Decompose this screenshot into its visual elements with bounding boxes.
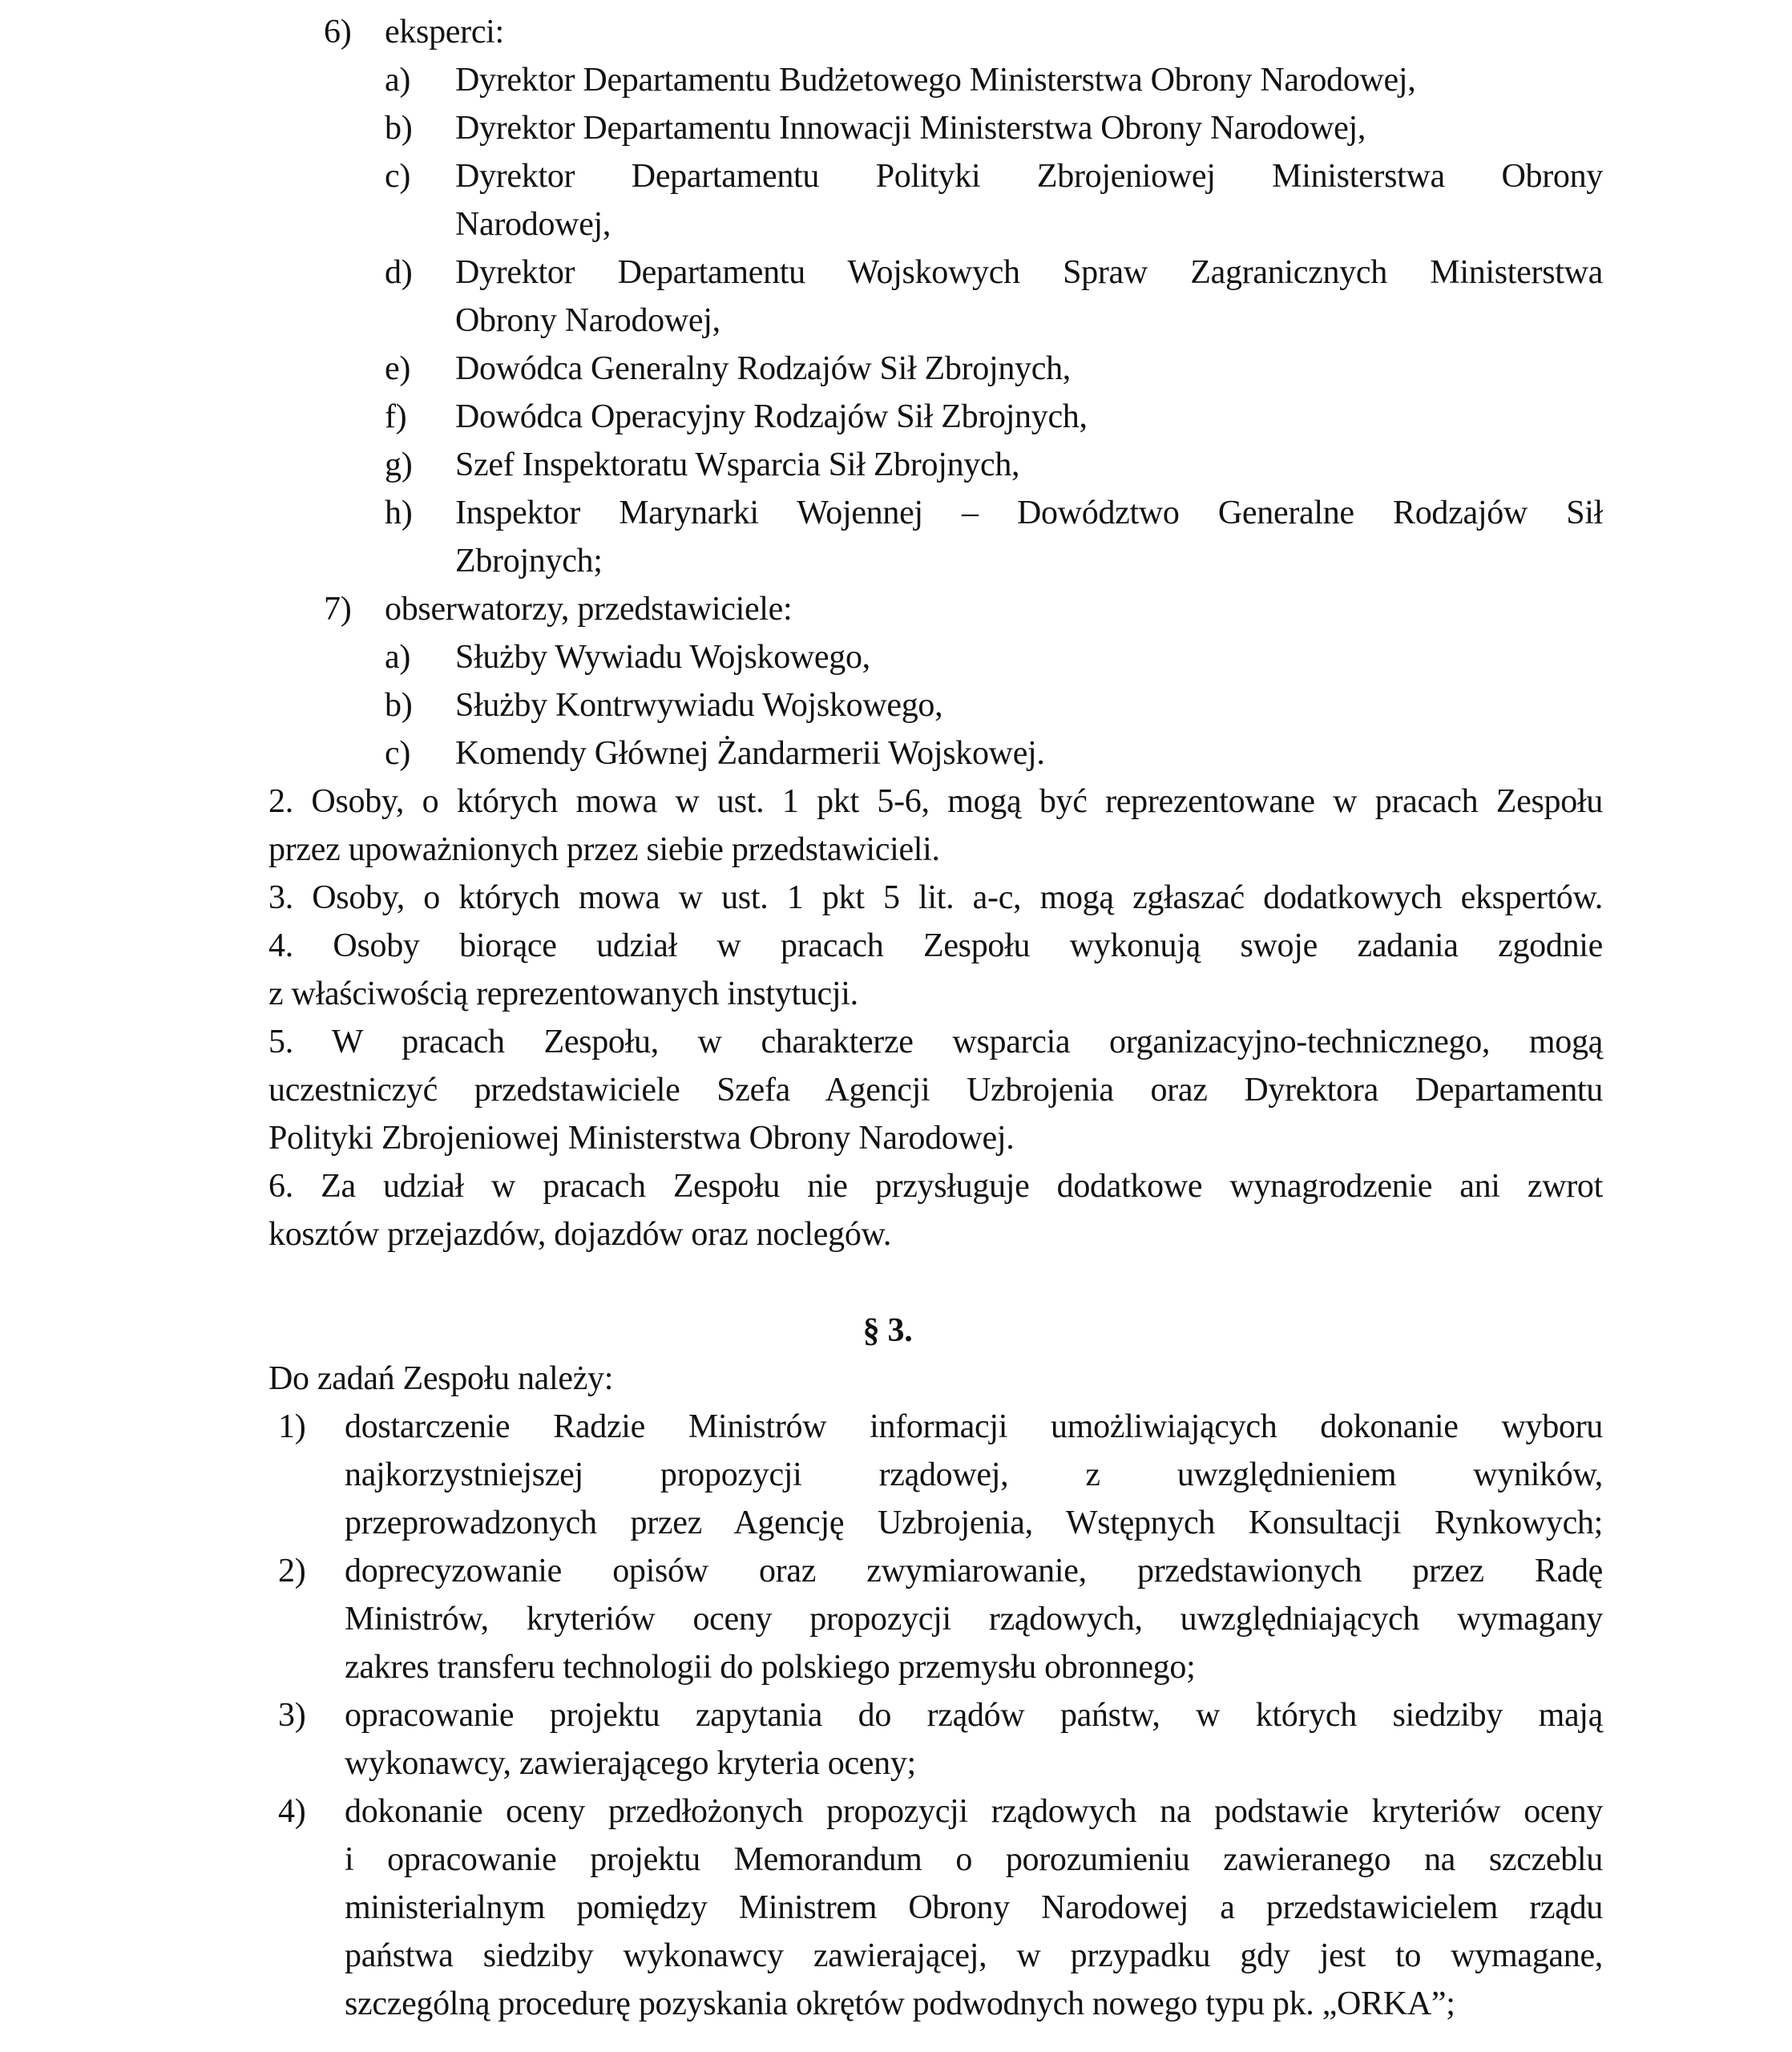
list-marker: e) (385, 350, 411, 387)
line-text: Dyrektor Departamentu Polityki Zbrojeniowej Ministerstwa Obrony (455, 158, 1603, 195)
line-text: Polityki Zbrojeniowej Ministerstwa Obrony Narodowej. (268, 1120, 1015, 1157)
line-text: i opracowanie projektu Memorandum o porozumieniu zawieranego na szczeblu (345, 1841, 1603, 1878)
document-line (268, 1451, 1603, 1499)
document-body (268, 8, 1603, 2028)
document-line (268, 200, 1603, 248)
document-line (268, 681, 1603, 729)
document-line (268, 152, 1603, 200)
document-line (268, 1643, 1603, 1691)
line-text: ministerialnym pomiędzy Ministrem Obrony Narodowej a przedstawicielem rządu (345, 1889, 1603, 1926)
line-text: obserwatorzy, przedstawiciele: (385, 591, 793, 628)
document-line (268, 1162, 1603, 1210)
section-heading-text: § 3. (862, 1312, 913, 1349)
document-line (268, 297, 1603, 345)
document-line (268, 104, 1603, 152)
line-text: Obrony Narodowej, (455, 302, 720, 339)
list-marker: 3) (278, 1697, 306, 1734)
document-line (268, 1932, 1603, 1980)
line-text: dostarczenie Radzie Ministrów informacji umożliwiających dokonanie wyboru (345, 1408, 1603, 1445)
document-line (268, 922, 1603, 970)
line-text: Służby Kontrwywiadu Wojskowego, (455, 687, 943, 724)
document-line (268, 1210, 1603, 1258)
document-line (268, 1066, 1603, 1114)
line-text: z właściwością reprezentowanych instytucji. (268, 976, 858, 1012)
list-marker: d) (385, 254, 413, 291)
list-marker: f) (385, 398, 407, 435)
line-text: eksperci: (385, 14, 504, 50)
document-line (268, 1547, 1603, 1595)
section-heading (268, 1307, 1603, 1355)
line-text: Dowódca Generalny Rodzajów Sił Zbrojnych, (455, 350, 1072, 387)
line-text: 5. W pracach Zespołu, w charakterze wsparcia organizacyjno-technicznego, mogą (268, 1024, 1603, 1060)
document-line (268, 393, 1603, 441)
document-line (268, 1595, 1603, 1643)
line-text: doprecyzowanie opisów oraz zwymiarowanie, przedstawionych przez Radę (345, 1553, 1603, 1589)
list-marker: 6) (324, 14, 352, 50)
document-line (268, 1499, 1603, 1547)
line-text: Dyrektor Departamentu Wojskowych Spraw Zagranicznych Ministerstwa (455, 254, 1603, 291)
line-text: wykonawcy, zawierającego kryteria oceny; (345, 1745, 916, 1782)
line-text: szczególną procedurę pozyskania okrętów podwodnych nowego typu pk. „ORKA”; (345, 1985, 1455, 2022)
line-text: Szef Inspektoratu Wsparcia Sił Zbrojnych, (455, 446, 1020, 483)
list-marker: b) (385, 687, 413, 724)
document-line (268, 1884, 1603, 1932)
line-text: 6. Za udział w pracach Zespołu nie przysługuje dodatkowe wynagrodzenie ani zwrot (268, 1168, 1603, 1205)
line-text: dokonanie oceny przedłożonych propozycji rządowych na podstawie kryteriów oceny (345, 1793, 1603, 1830)
list-marker: a) (385, 62, 411, 99)
document-line (268, 56, 1603, 104)
line-text: Zbrojnych; (455, 543, 603, 580)
line-text: Służby Wywiadu Wojskowego, (455, 639, 870, 676)
line-text: kosztów przejazdów, dojazdów oraz noclegów. (268, 1216, 892, 1253)
line-text: Dyrektor Departamentu Innowacji Ministerstwa Obrony Narodowej, (455, 110, 1366, 147)
line-text: zakres transferu technologii do polskiego przemysłu obronnego; (345, 1649, 1196, 1686)
list-marker: 4) (278, 1793, 306, 1830)
line-text: przeprowadzonych przez Agencję Uzbrojenia, Wstępnych Konsultacji Rynkowych; (345, 1505, 1603, 1541)
document-line (268, 1018, 1603, 1066)
line-text: Narodowej, (455, 206, 611, 243)
line-text: przez upoważnionych przez siebie przedstawicieli. (268, 831, 940, 868)
document-line (268, 970, 1603, 1018)
list-marker: 7) (324, 591, 352, 628)
document-line (268, 537, 1603, 585)
line-text: Do zadań Zespołu należy: (268, 1360, 614, 1397)
list-marker: 1) (278, 1408, 306, 1445)
document-line (268, 1691, 1603, 1739)
line-text: 4. Osoby biorące udział w pracach Zespołu wykonują swoje zadania zgodnie (268, 927, 1603, 964)
list-marker: 2) (278, 1553, 306, 1589)
line-text: opracowanie projektu zapytania do rządów państw, w których siedziby mają (345, 1697, 1603, 1734)
line-text: uczestniczyć przedstawiciele Szefa Agencji Uzbrojenia oraz Dyrektora Departamentu (268, 1072, 1603, 1109)
list-marker: h) (385, 495, 413, 531)
document-line (268, 1403, 1603, 1451)
document-line (268, 1355, 1603, 1403)
line-text: 2. Osoby, o których mowa w ust. 1 pkt 5-6, mogą być reprezentowane w pracach Zespołu (268, 783, 1603, 820)
document-line (268, 874, 1603, 922)
document-line (268, 441, 1603, 489)
list-marker: c) (385, 735, 411, 772)
document-line (268, 1980, 1603, 2028)
line-text: Komendy Głównej Żandarmerii Wojskowej. (455, 735, 1045, 772)
line-text: najkorzystniejszej propozycji rządowej, z uwzględnieniem wyników, (345, 1456, 1603, 1493)
list-marker: g) (385, 446, 413, 483)
document-line (268, 1836, 1603, 1884)
document-line (268, 633, 1603, 681)
list-marker: a) (385, 639, 411, 676)
list-marker: c) (385, 158, 411, 195)
line-text: Dowódca Operacyjny Rodzajów Sił Zbrojnych, (455, 398, 1088, 435)
document-line (268, 585, 1603, 633)
document-line (268, 1787, 1603, 1836)
line-text: Ministrów, kryteriów oceny propozycji rządowych, uwzględniających wymagany (345, 1601, 1603, 1638)
document-line (268, 729, 1603, 778)
line-text: Dyrektor Departamentu Budżetowego Ministerstwa Obrony Narodowej, (455, 62, 1416, 99)
line-text: Inspektor Marynarki Wojennej – Dowództwo Generalne Rodzajów Sił (455, 495, 1603, 531)
document-line (268, 345, 1603, 393)
document-line (268, 248, 1603, 297)
document-line (268, 489, 1603, 537)
blank-line (268, 1258, 1603, 1307)
document-line (268, 1114, 1603, 1162)
document-line (268, 778, 1603, 826)
document-line (268, 826, 1603, 874)
document-line (268, 1739, 1603, 1787)
line-text: państwa siedziby wykonawcy zawierającej, w przypadku gdy jest to wymagane, (345, 1937, 1603, 1974)
list-marker: b) (385, 110, 413, 147)
line-text: 3. Osoby, o których mowa w ust. 1 pkt 5 lit. a-c, mogą zgłaszać dodatkowych ekspertów. (268, 879, 1603, 916)
document-line (268, 8, 1603, 56)
